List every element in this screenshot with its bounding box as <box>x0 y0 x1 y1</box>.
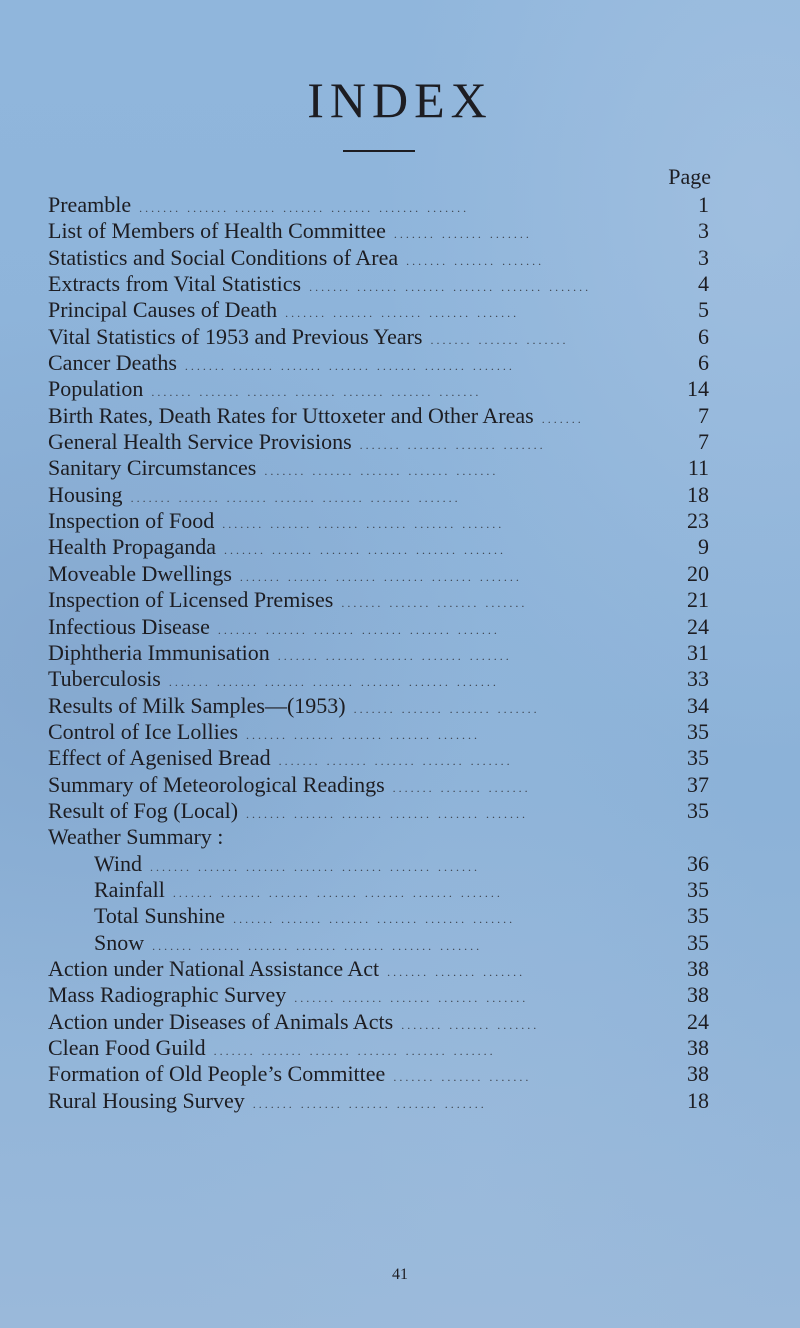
index-entry <box>48 614 709 640</box>
entry-label: Population <box>48 376 144 402</box>
index-entry <box>48 798 709 824</box>
dot-leader: ....... ....... ....... ....... ....... ....... <box>309 280 592 295</box>
entry-label: Diphtheria Immunisation <box>48 639 270 665</box>
entry-page-number: 18 <box>687 481 709 507</box>
entry-page-number: 9 <box>698 534 709 560</box>
dot-leader: ....... <box>541 411 584 426</box>
entry-page-number: 35 <box>687 718 709 744</box>
entry-page-number: 33 <box>687 666 709 692</box>
dot-leader: ....... ....... ....... ....... ....... ....... <box>224 543 506 558</box>
entry-page-number: 34 <box>687 692 709 718</box>
entry-label: Statistics and Social Conditions of Area <box>48 244 399 270</box>
entry-label: Housing <box>48 481 123 507</box>
dot-leader: ....... ....... ....... <box>430 332 569 347</box>
entry-page-number: 7 <box>698 402 709 428</box>
entry-label: Rural Housing Survey <box>48 1087 245 1113</box>
entry-page-number: 31 <box>687 639 709 665</box>
entry-label: Principal Causes of Death <box>48 297 278 323</box>
dot-leader: ....... ....... ....... <box>406 253 545 268</box>
index-list <box>48 192 709 1114</box>
entry-page-number: 23 <box>687 508 709 534</box>
entry-label: Birth Rates, Death Rates for Uttoxeter and Other Areas <box>48 402 534 428</box>
dot-leader: ....... ....... ....... ....... <box>341 596 528 611</box>
entry-page-number: 35 <box>687 745 709 771</box>
entry-page-number: 6 <box>698 350 709 376</box>
index-entry <box>48 534 709 560</box>
index-entry <box>48 403 709 429</box>
dot-leader: ....... ....... ....... <box>401 1017 540 1032</box>
dot-leader: ....... ....... ....... ....... ....... ....... ....... <box>151 385 482 400</box>
index-entry <box>48 324 709 350</box>
entry-label: Infectious Disease <box>48 613 210 639</box>
dot-leader: ....... ....... ....... ....... ....... ....... ....... <box>184 359 515 374</box>
entry-page-number: 38 <box>687 1061 709 1087</box>
index-subentry <box>48 930 709 956</box>
dot-leader: ....... ....... ....... ....... ....... ....... <box>239 569 522 584</box>
entry-label: List of Members of Health Committee <box>48 218 386 244</box>
index-entry <box>48 982 709 1008</box>
dot-leader: ....... ....... ....... <box>393 1070 532 1085</box>
dot-leader: ....... ....... ....... ....... ....... <box>294 991 529 1006</box>
dot-leader: ....... ....... ....... ....... ....... ....... ....... <box>139 201 470 215</box>
entry-page-number: 3 <box>698 244 709 270</box>
index-entry <box>48 693 709 719</box>
entry-label: Result of Fog (Local) <box>48 797 239 823</box>
entry-label: Weather Summary : <box>48 824 224 850</box>
entry-label: General Health Service Provisions <box>48 429 352 455</box>
title-underline <box>343 150 415 152</box>
dot-leader: ....... ....... ....... ....... ....... <box>285 306 520 321</box>
index-entry <box>48 429 709 455</box>
page-number: 41 <box>392 1266 408 1283</box>
entry-label: Inspection of Licensed Premises <box>48 587 334 613</box>
entry-page-number: 1 <box>698 192 709 217</box>
index-entry <box>48 455 709 481</box>
dot-leader: ....... ....... ....... ....... ....... <box>246 727 481 742</box>
entry-page-number: 35 <box>687 903 709 929</box>
index-entry <box>48 482 709 508</box>
index-entry <box>48 1009 709 1035</box>
entry-page-number: 4 <box>698 271 709 297</box>
index-entry <box>48 192 709 218</box>
dot-leader: ....... ....... ....... ....... ....... ....... <box>222 517 505 532</box>
entry-label: Effect of Agenised Bread <box>48 745 271 771</box>
entry-label: Summary of Meteorological Readings <box>48 771 385 797</box>
index-subentry <box>48 903 709 929</box>
entry-page-number: 20 <box>687 560 709 586</box>
index-entry <box>48 218 709 244</box>
dot-leader: ....... ....... ....... ....... ....... ....... ....... <box>150 859 480 874</box>
index-entry <box>48 824 709 850</box>
dot-leader: ....... ....... ....... ....... ....... ....... <box>213 1044 496 1058</box>
dot-leader: ....... ....... ....... ....... <box>353 701 540 716</box>
entry-label: Sanitary Circumstances <box>48 455 257 481</box>
dot-leader: ....... ....... ....... ....... ....... <box>264 464 499 479</box>
entry-page-number: 38 <box>687 982 709 1008</box>
entry-label: Snow <box>94 929 145 955</box>
entry-label: Rainfall <box>94 876 165 902</box>
dot-leader: ....... ....... ....... ....... ....... ....... ....... <box>172 885 503 900</box>
entry-label: Inspection of Food <box>48 508 215 534</box>
index-entry <box>48 956 709 982</box>
index-entry <box>48 1061 709 1087</box>
index-entry <box>48 271 709 297</box>
index-entry <box>48 508 709 534</box>
index-entry <box>48 719 709 745</box>
entry-label: Wind <box>94 850 142 876</box>
index-entry <box>48 1035 709 1061</box>
index-title: INDEX <box>307 72 493 128</box>
index-entry <box>48 297 709 323</box>
entry-label: Moveable Dwellings <box>48 560 232 586</box>
dot-leader: ....... ....... ....... ....... ....... ....... ....... <box>152 938 483 953</box>
index-entry <box>48 745 709 771</box>
index-entry <box>48 245 709 271</box>
entry-page-number: 6 <box>698 323 709 349</box>
dot-leader: ....... ....... ....... ....... ....... ....... <box>233 912 516 927</box>
entry-page-number: 24 <box>687 1008 709 1034</box>
entry-label: Vital Statistics of 1953 and Previous Years <box>48 323 423 349</box>
index-subentry <box>48 851 709 877</box>
entry-label: Extracts from Vital Statistics <box>48 271 302 297</box>
index-entry <box>48 666 709 692</box>
entry-label: Clean Food Guild <box>48 1035 206 1060</box>
dot-leader: ....... ....... ....... <box>392 780 531 795</box>
entry-page-number: 3 <box>698 218 709 244</box>
entry-page-number: 35 <box>687 929 709 955</box>
entry-page-number: 11 <box>687 455 709 481</box>
dot-leader: ....... ....... ....... ....... ....... <box>252 1096 487 1111</box>
entry-page-number: 14 <box>687 376 709 402</box>
entry-label: Total Sunshine <box>94 903 226 929</box>
dot-leader: ....... ....... ....... ....... ....... <box>277 648 512 663</box>
index-entry <box>48 376 709 402</box>
entry-page-number: 18 <box>687 1087 709 1113</box>
page-column-header: Page <box>668 164 711 189</box>
dot-leader: ....... ....... ....... ....... ....... ....... ....... <box>130 490 461 505</box>
entry-page-number: 35 <box>687 876 709 902</box>
entry-label: Tuberculosis <box>48 666 161 692</box>
entry-label: Control of Ice Lollies <box>48 718 239 744</box>
entry-page-number: 37 <box>687 771 709 797</box>
index-entry <box>48 587 709 613</box>
dot-leader: ....... ....... ....... ....... ....... <box>278 754 513 769</box>
dot-leader: ....... ....... ....... ....... ....... ....... <box>246 806 529 821</box>
index-entry <box>48 561 709 587</box>
entry-label: Results of Milk Samples—(1953) <box>48 692 346 718</box>
entry-label: Preamble <box>48 192 132 217</box>
entry-page-number: 21 <box>687 587 709 613</box>
entry-label: Action under Diseases of Animals Acts <box>48 1008 394 1034</box>
entry-label: Health Propaganda <box>48 534 216 560</box>
index-entry <box>48 772 709 798</box>
entry-label: Mass Radiographic Survey <box>48 982 287 1008</box>
dot-leader: ....... ....... ....... ....... ....... ....... ....... <box>168 675 499 690</box>
entry-page-number: 7 <box>698 429 709 455</box>
entry-label: Cancer Deaths <box>48 350 177 376</box>
entry-page-number: 35 <box>687 797 709 823</box>
dot-leader: ....... ....... ....... <box>387 964 526 979</box>
entry-page-number: 38 <box>687 1035 709 1060</box>
index-entry <box>48 350 709 376</box>
entry-page-number: 24 <box>687 613 709 639</box>
dot-leader: ....... ....... ....... <box>393 227 532 242</box>
entry-page-number: 36 <box>687 850 709 876</box>
index-entry <box>48 640 709 666</box>
dot-leader: ....... ....... ....... ....... ....... ....... <box>217 622 500 637</box>
index-subentry <box>48 877 709 903</box>
dot-leader: ....... ....... ....... ....... <box>359 438 546 453</box>
entry-page-number: 5 <box>698 297 709 323</box>
entry-label: Action under National Assistance Act <box>48 955 380 981</box>
entry-page-number: 38 <box>687 955 709 981</box>
entry-label: Formation of Old People’s Committee <box>48 1061 386 1087</box>
index-entry <box>48 1088 709 1114</box>
